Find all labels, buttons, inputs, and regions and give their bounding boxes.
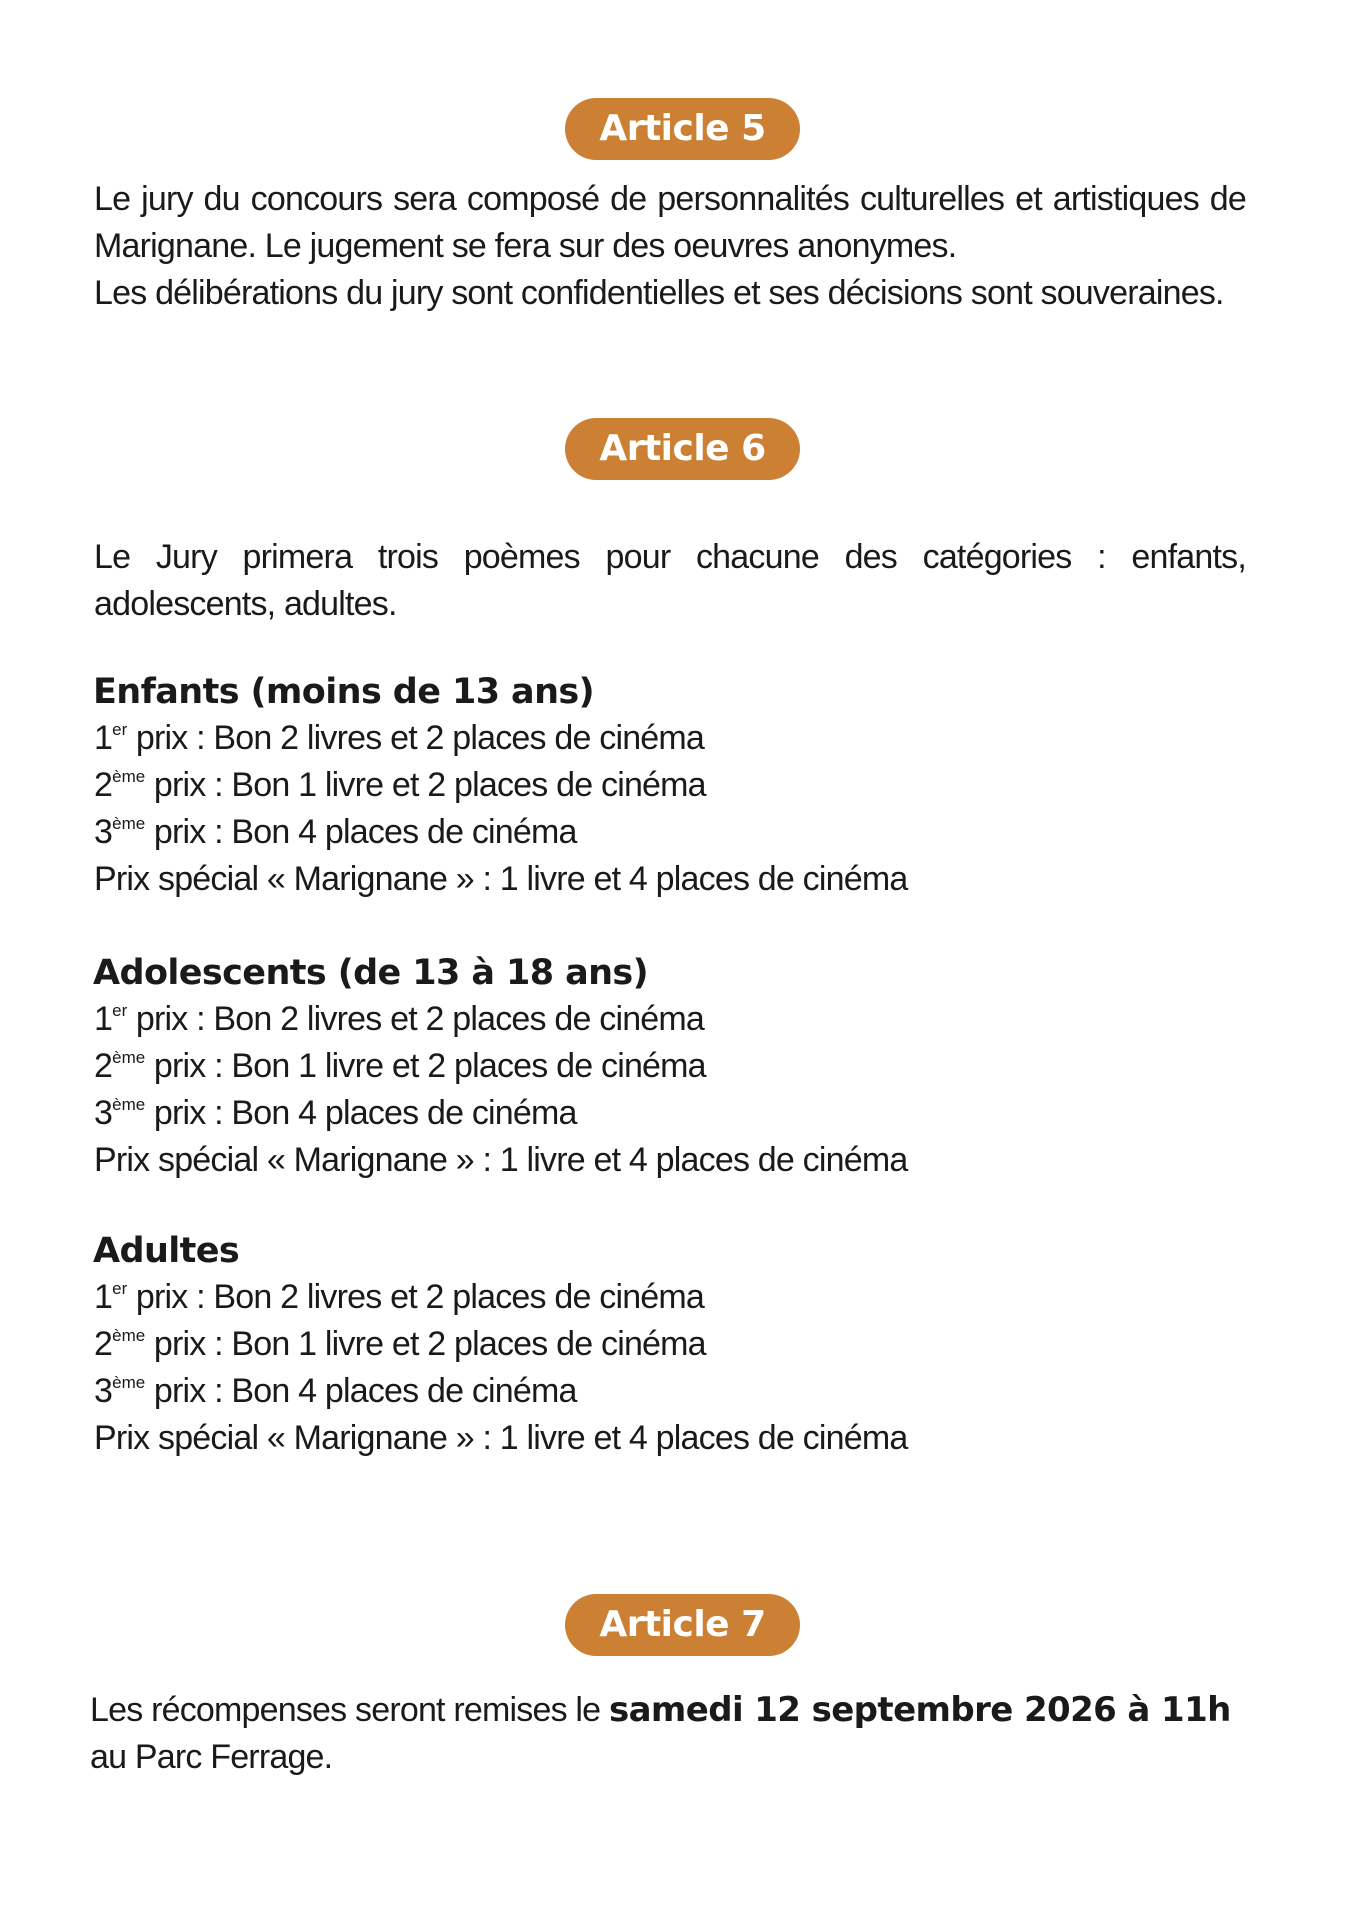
prize-description: Prix spécial « Marignane » : 1 livre et 4 places de cinéma xyxy=(94,860,908,898)
prize-rank-number: 1 xyxy=(94,1278,113,1316)
prize-list-adolescents xyxy=(94,996,907,1184)
prize-description: prix : Bon 1 livre et 2 places de cinéma xyxy=(145,1325,706,1363)
prize-rank-number: 2 xyxy=(94,1047,113,1085)
prize-description: Prix spécial « Marignane » : 1 livre et 4 places de cinéma xyxy=(94,1419,908,1457)
article-7-text-before: Les récompenses seront remises le xyxy=(90,1691,609,1729)
prize-item xyxy=(94,1321,907,1368)
prize-item xyxy=(94,996,907,1043)
prize-description: prix : Bon 1 livre et 2 places de cinéma xyxy=(145,766,706,804)
prize-description: prix : Bon 4 places de cinéma xyxy=(145,813,577,851)
prize-rank-number: 3 xyxy=(94,813,113,851)
prize-rank-number: 3 xyxy=(94,1372,113,1410)
prize-item xyxy=(94,856,907,903)
article-7-body xyxy=(90,1687,1270,1781)
category-title-enfants: Enfants (moins de 13 ans) xyxy=(93,672,595,712)
prize-list-enfants xyxy=(94,715,907,903)
prize-description: prix : Bon 4 places de cinéma xyxy=(145,1372,577,1410)
article-6-heading: Article 6 xyxy=(565,418,800,480)
prize-description: prix : Bon 4 places de cinéma xyxy=(145,1094,577,1132)
category-title-adultes: Adultes xyxy=(93,1231,240,1271)
prize-description: prix : Bon 2 livres et 2 places de cinéma xyxy=(127,1278,705,1316)
prize-rank-suffix: ème xyxy=(112,1373,146,1392)
prize-item xyxy=(94,715,907,762)
article-7-date: samedi 12 septembre 2026 à 11h xyxy=(608,1690,1231,1730)
article-5-paragraph-1: Le jury du concours sera composé de personnalités culturelles et artistiques de Marignane. Le jugement se fera sur des oeuvres anonymes. xyxy=(94,180,1246,265)
prize-rank-suffix: ème xyxy=(112,814,146,833)
article-5-paragraph-2: Les délibérations du jury sont confidentielles et ses décisions sont souveraines. xyxy=(94,274,1224,312)
prize-description: Prix spécial « Marignane » : 1 livre et 4 places de cinéma xyxy=(94,1141,908,1179)
prize-item xyxy=(94,1137,907,1184)
prize-item xyxy=(94,1043,907,1090)
prize-item xyxy=(94,1274,907,1321)
article-6-intro: Le Jury primera trois poèmes pour chacune des catégories : enfants, adolescents, adultes. xyxy=(94,538,1246,623)
prize-rank-number: 1 xyxy=(94,719,113,757)
prize-item xyxy=(94,809,907,856)
prize-description: prix : Bon 2 livres et 2 places de cinéma xyxy=(127,719,705,757)
prize-item xyxy=(94,1368,907,1415)
prize-rank-number: 1 xyxy=(94,1000,113,1038)
article-5-heading: Article 5 xyxy=(565,98,800,160)
article-7-text-after: au Parc Ferrage. xyxy=(90,1738,333,1776)
prize-item xyxy=(94,1415,907,1462)
prize-rank-suffix: ème xyxy=(112,1048,146,1067)
prize-rank-suffix: ème xyxy=(112,767,146,786)
prize-list-adultes xyxy=(94,1274,907,1462)
prize-rank-suffix: ème xyxy=(112,1095,146,1114)
prize-rank-number: 3 xyxy=(94,1094,113,1132)
prize-rank-number: 2 xyxy=(94,1325,113,1363)
prize-description: prix : Bon 2 livres et 2 places de cinéma xyxy=(127,1000,705,1038)
prize-item xyxy=(94,762,907,809)
category-title-adolescents: Adolescents (de 13 à 18 ans) xyxy=(93,953,649,993)
article-7-heading: Article 7 xyxy=(565,1594,800,1656)
prize-rank-number: 2 xyxy=(94,766,113,804)
prize-rank-suffix: ème xyxy=(112,1326,146,1345)
prize-rank-suffix: er xyxy=(112,1279,128,1298)
prize-item xyxy=(94,1090,907,1137)
prize-rank-suffix: er xyxy=(112,720,128,739)
prize-rank-suffix: er xyxy=(112,1001,128,1020)
prize-description: prix : Bon 1 livre et 2 places de cinéma xyxy=(145,1047,706,1085)
article-5-body xyxy=(94,176,1246,317)
